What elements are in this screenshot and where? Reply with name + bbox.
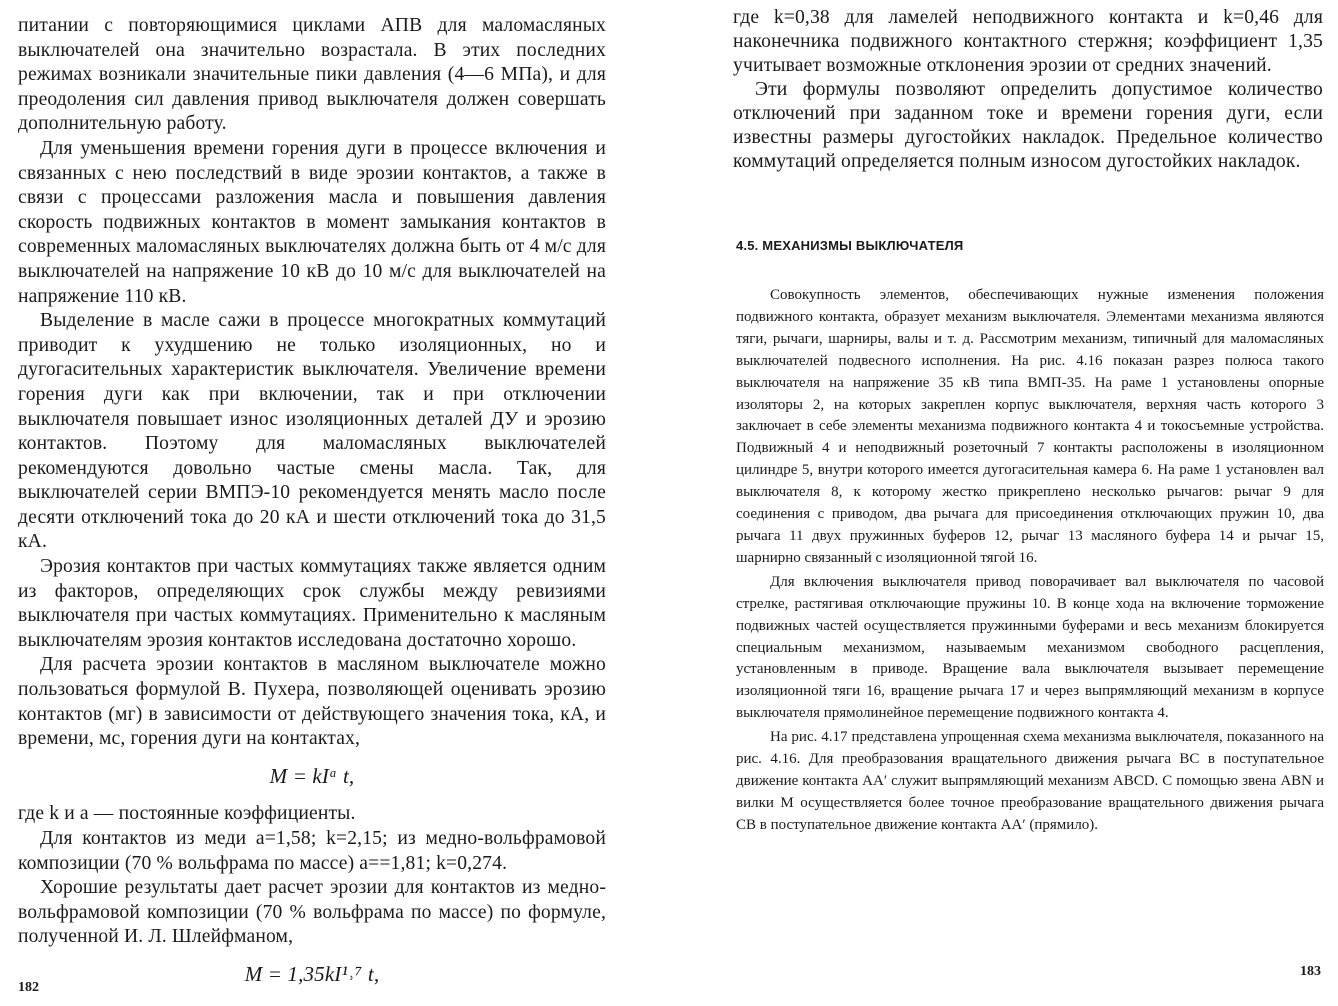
paragraph: Выделение в масле сажи в процессе многократных коммутаций приводит к ухудшению не только изоляционных, но и дугогасительных характеристик выключателя. Увеличение времени горения дуги как при включении, так и при отключении выключателя повышает износ изоляционных деталей ДУ и эрозию контактов. Поэтому для маломасляных выключателей рекомендуются довольно частые смены масла. Так, для выключателей серии ВМПЭ-10 рекомендуется менять масло после десяти отключений тока до 20 кА и шести отключений тока до 31,5 кА. xyxy=(18,310,606,553)
left-page-text-column xyxy=(18,14,606,987)
section-heading: 4.5. МЕХАНИЗМЫ ВЫКЛЮЧАТЕЛЯ xyxy=(736,238,964,253)
paragraph: Для расчета эрозии контактов в масляном выключателе можно пользоваться формулой В. Пухера, позволяющей оценивать эрозию контактов (мг) в зависимости от действующего значения тока, кА, и времени, мс, горения дуги на контактах, xyxy=(18,654,606,750)
paragraph-where: где k и a — постоянные коэффициенты. xyxy=(18,803,356,825)
paragraph: На рис. 4.17 представлена упрощенная схема механизма выключателя, показанного на рис. 4.16. Для преобразования вращательного движения рычага BC в поступательное движение контакта AA′ служит выпрямляющий механизм ABCD. С помощью звена ABN и вилки M осуществляется более точное преобразование вращательного движения рычага CB в поступательное движение контакта AA′ (прямило). xyxy=(736,729,1324,833)
paragraph-continuation: где k=0,38 для ламелей неподвижного контакта и k=0,46 для наконечника подвижного контактного стержня; коэффициент 1,35 учитывает возможные отклонения эрозии от средних значений. xyxy=(733,7,1323,76)
right-page-section-text xyxy=(736,285,1324,837)
right-page-top-text xyxy=(733,6,1323,174)
formula-pucher: M = kIᵃ t, xyxy=(269,763,355,788)
paragraph: Для включения выключателя привод поворачивает вал выключателя по часовой стрелке, растягивая отключающие пружины 10. В конце хода на включение торможение подвижных частей осуществляется пружинными буферами и весь механизм блокируется специальным механизмом, называемым механизмом свободного расцепления, установленным в приводе. Вращение вала выключателя вызывает перемещение изоляционной тяги 16, вращение рычага 17 и через выпрямляющий механизм в корпусе выключателя прямолинейное перемещение подвижного контакта 4. xyxy=(736,573,1324,722)
paragraph: Совокупность элементов, обеспечивающих нужные изменения положения подвижного контакта, образует механизм выключателя. Элементами механизма являются тяги, рычаги, шарниры, валы и т. д. Рассмотрим механизм, типичный для маломасляных выключателей подвесного исполнения. На рис. 4.16 показан разрез полюса такого выключателя на напряжение 35 кВ типа ВМП-35. На раме 1 установлены опорные изоляторы 2, на которых закреплен корпус выключателя, верхняя часть которого 3 заключает в себе элементы механизма подвижного контакта 4 и токосъемные устройства. Подвижный 4 и неподвижный розеточный 7 контакты расположены в изоляционном цилиндре 5, внутри которого имеется дугогасительная камера 6. На раме 1 установлен вал выключателя 8, к которому жестко прикреплено несколько рычагов: рычаг 9 для соединения с приводом, два рычага для присоединения отключающих пружин 10, два рычага 11 двух пружинных буферов 12, рычаг 13 масляного буфера 14 и рычаг 15, шарнирно связанный с изоляционной тягой 16. xyxy=(736,287,1324,566)
paragraph: Для уменьшения времени горения дуги в процессе включения и связанных с нею последствий в виде эрозии контактов, а также в связи с процессами разложения масла и повышения давления скорость подвижных контактов в момент замыкания контактов в современных маломасляных выключателях должна быть от 4 м/с для выключателей на напряжение 10 кВ до 10 м/с для выключателей на напряжение 110 кВ. xyxy=(18,137,606,307)
paragraph-results: Хорошие результаты дает расчет эрозии для контактов из медно-вольфрамовой композиции (70 % вольфрама по массе) по формуле, полученной И. Л. Шлейфманом, xyxy=(18,877,606,948)
paragraph-formulas-usage: Эти формулы позволяют определить допустимое количество отключений при заданном токе и времени горения дуги, если известны размеры дугостойких накладок. Предельное количество коммутаций определяется полным износом дугостойких накладок. xyxy=(733,79,1323,172)
paragraph-copper-coefficients: Для контактов из меди a=1,58; k=2,15; из медно-вольфрамовой композиции (70 % вольфрама по массе) a==1,81; k=0,274. xyxy=(18,828,606,874)
formula-shleifman: M = 1,35kI¹˒⁷ t, xyxy=(244,961,380,986)
page-number-right: 183 xyxy=(1300,964,1321,979)
page-number-left: 182 xyxy=(18,980,39,995)
paragraph: Эрозия контактов при частых коммутациях также является одним из факторов, определяющих срок службы между ревизиями выключателя при частых коммутациях. Применительно к масляным выключателям эрозия контактов исследована достаточно хорошо. xyxy=(18,556,606,651)
paragraph: питании с повторяющимися циклами АПВ для маломасляных выключателей она значительно возрастала. В этих последних режимах возникали значительные пики давления (4—6 МПа), и для преодоления сил давления привод выключателя должен совершать дополнительную работу. xyxy=(18,15,606,135)
